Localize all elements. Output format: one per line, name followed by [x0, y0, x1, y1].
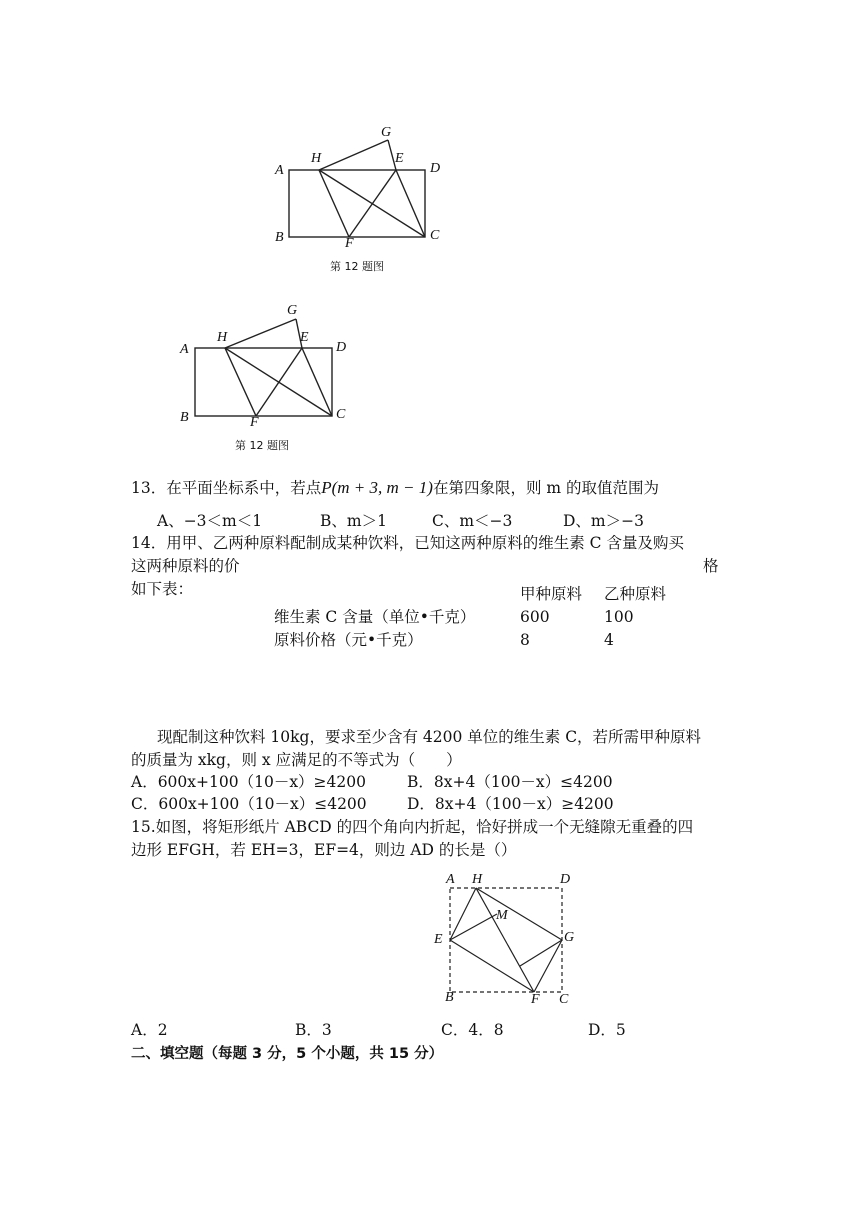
option-a: A．2 — [131, 1021, 168, 1039]
label-f: F — [250, 415, 259, 430]
question-14-line-2-right: 格 — [703, 557, 719, 575]
label-h: H — [311, 151, 322, 166]
label-e: E — [434, 932, 443, 947]
option-a: A．600x+100（10－x）≥4200 — [131, 773, 366, 791]
option-c: C．4．8 — [441, 1021, 504, 1039]
table-cell: 维生素 C 含量（单位•千克） — [274, 608, 476, 626]
figure-caption: 第 12 题图 — [235, 439, 289, 452]
label-b: B — [180, 410, 189, 425]
label-f: F — [345, 236, 354, 251]
question-14-line-2: 这两种原料的价 — [131, 557, 240, 575]
label-g: G — [381, 125, 392, 140]
label-h: H — [217, 330, 228, 345]
question-13-stem-pre: 13．在平面坐标系中，若点 — [131, 479, 322, 497]
label-a: A — [275, 163, 284, 178]
section-heading: 二、填空题（每题 3 分，5 个小题，共 15 分） — [131, 1046, 444, 1062]
option-c: C．600x+100（10－x）≤4200 — [131, 795, 367, 813]
table-cell: 600 — [520, 608, 550, 626]
option-b: B、m＞1 — [320, 512, 387, 530]
option-b: B．3 — [295, 1021, 332, 1039]
option-a: A、−3＜m＜1 — [157, 512, 263, 530]
label-d: D — [430, 161, 441, 176]
label-e: E — [395, 151, 404, 166]
option-d: D．5 — [588, 1021, 626, 1039]
figure-caption: 第 12 题图 — [330, 260, 384, 273]
label-m: M — [496, 908, 508, 923]
label-h: H — [472, 872, 483, 887]
question-13-stem-post: 在第四象限，则 m 的取值范围为 — [432, 479, 660, 497]
table-cell: 原料价格（元•千克） — [274, 631, 423, 649]
option-d: D、m＞−3 — [563, 512, 644, 530]
label-f: F — [531, 992, 540, 1007]
question-14-para-1: 现配制这种饮料 10kg，要求至少含有 4200 单位的维生素 C，若所需甲种原料 — [157, 728, 702, 746]
question-14-line-3: 如下表： — [131, 580, 194, 598]
label-b: B — [445, 990, 454, 1005]
label-b: B — [275, 230, 284, 245]
question-15-line-2: 边形 EFGH，若 EH=3，EF=4，则边 AD 的长是（） — [131, 841, 517, 859]
label-e: E — [300, 330, 309, 345]
label-d: D — [336, 340, 347, 355]
table-header: 甲种原料 — [520, 585, 583, 603]
label-c: C — [559, 992, 569, 1007]
label-a: A — [446, 872, 455, 887]
label-g: G — [287, 303, 298, 318]
question-14-line-1: 14．用甲、乙两种原料配制成某种饮料，已知这两种原料的维生素 C 含量及购买 — [131, 534, 684, 552]
label-c: C — [430, 228, 440, 243]
label-a: A — [180, 342, 189, 357]
label-d: D — [560, 872, 571, 887]
label-g: G — [564, 930, 575, 945]
table-cell: 8 — [520, 631, 530, 649]
option-c: C、m＜−3 — [432, 512, 513, 530]
option-d: D．8x+4（100－x）≥4200 — [407, 795, 614, 813]
question-14-para-2: 的质量为 xkg，则 x 应满足的不等式为（ ） — [131, 751, 462, 769]
label-c: C — [336, 407, 346, 422]
question-15-line-1: 15.如图，将矩形纸片 ABCD 的四个角向内折起，恰好拼成一个无缝隙无重叠的四 — [131, 818, 694, 836]
table-cell: 4 — [604, 631, 614, 649]
table-header: 乙种原料 — [604, 585, 667, 603]
point-expression: P(m + 3, m − 1) — [321, 478, 433, 497]
table-cell: 100 — [604, 608, 634, 626]
option-b: B．8x+4（100－x）≤4200 — [407, 773, 613, 791]
